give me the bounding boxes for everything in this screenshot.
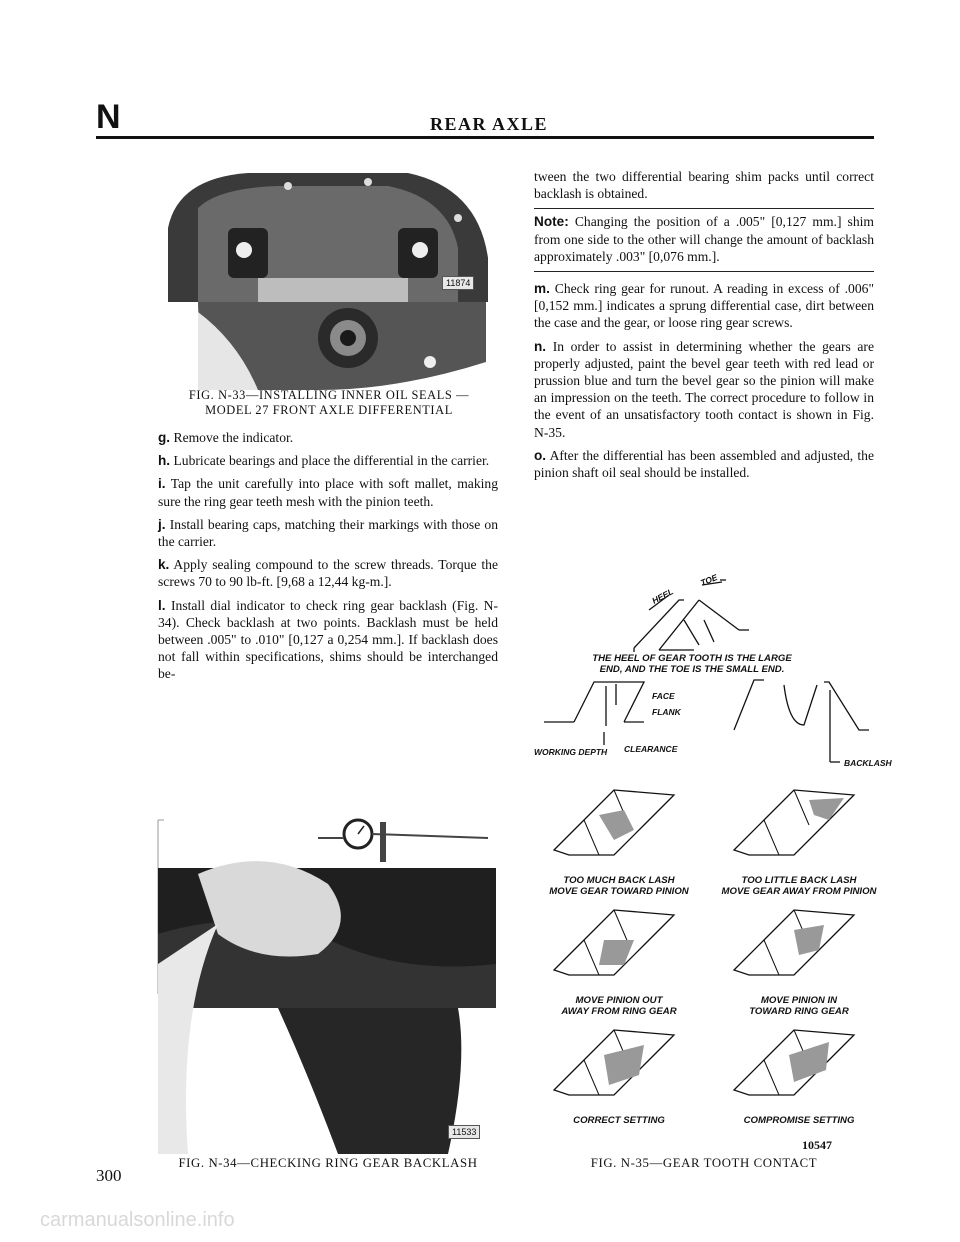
contact-pattern-correct (554, 1030, 674, 1095)
fig-n34-tag: 11533 (448, 1125, 480, 1139)
step-text: Install bearing caps, matching their markings with those on the carrier. (158, 516, 498, 550)
step-letter: l. (158, 597, 166, 613)
pattern-4-line2: TOWARD RING GEAR (749, 1006, 849, 1017)
note-label: Note: (534, 214, 569, 230)
fig-n33-caption-line1: FIG. N-33—INSTALLING INNER OIL SEALS — (188, 388, 470, 402)
fig-n34-photo (158, 814, 496, 1154)
pattern-3-line1: MOVE PINION OUT (575, 995, 663, 1006)
step-text: After the differential has been assembled and adjusted, the pinion shaft oil seal should be installed. (534, 447, 875, 481)
flank-label: FLANK (652, 707, 681, 717)
step-letter: m. (534, 281, 550, 297)
working-depth-label: WORKING DEPTH (534, 747, 608, 757)
site-watermark: carmanualsonline.info (40, 1209, 235, 1231)
step-o (534, 447, 874, 481)
step-text: Tap the unit carefully into place with soft mallet, making sure the ring gear teeth mesh with the pinion teeth. (158, 476, 498, 509)
step-i (158, 475, 498, 509)
step-n (534, 338, 874, 441)
contact-pattern-pinion-out (554, 910, 674, 975)
backlash-diagram (734, 680, 869, 762)
contact-pattern-compromise (734, 1030, 854, 1095)
fig-n35-diagram (534, 500, 892, 1150)
right-column-text (534, 168, 874, 487)
heel-toe-tooth (634, 580, 749, 652)
step-text: Remove the indicator. (173, 430, 294, 445)
fig-n33-caption-line2: MODEL 27 FRONT AXLE DIFFERENTIAL (205, 403, 453, 417)
contact-pattern-pinion-in (734, 910, 854, 975)
note-box (534, 208, 874, 272)
step-letter: n. (534, 338, 547, 354)
clearance-label: CLEARANCE (624, 744, 678, 754)
fig-n35-caption: FIG. N-35—GEAR TOOTH CONTACT (590, 1156, 818, 1170)
page-title: REAR AXLE (430, 114, 549, 134)
backlash-label: BACKLASH (844, 758, 892, 768)
step-letter: g. (158, 430, 171, 445)
fig-n33-tag: 11874 (442, 276, 474, 290)
note-text: Changing the position of a .005" [0,127 mm.] shim from one side to the other will change the amount of backlash approximately .003" [0,076 mm.]. (534, 214, 874, 264)
toe-label: TOE (699, 572, 719, 588)
pattern-1-line1: TOO MUCH BACK LASH (563, 875, 675, 886)
step-text: Apply sealing compound to the screw threads. Torque the screws 70 to 90 lb-ft. [9,68 a 12,44 kg-m.]. (158, 557, 498, 590)
pattern-3-line2: AWAY FROM RING GEAR (561, 1006, 677, 1017)
step-text: Check ring gear for runout. A reading in excess of .006" [0,152 mm.] indicates a sprung differential case, dirt between the case and the gear, or loose ring gear screws. (534, 281, 874, 331)
step-letter: i. (158, 476, 166, 492)
header-rule (96, 136, 874, 139)
pattern-6-line1: COMPROMISE SETTING (743, 1115, 855, 1126)
step-h (158, 452, 498, 469)
continuation-text: tween the two differential bearing shim packs until correct backlash is obtained. (534, 169, 874, 202)
contact-pattern-too-little-backlash (734, 790, 854, 855)
fig-n34-caption: FIG. N-34—CHECKING RING GEAR BACKLASH (178, 1156, 478, 1170)
step-k (158, 556, 498, 590)
pattern-5-line1: CORRECT SETTING (573, 1115, 665, 1126)
section-letter: N (96, 98, 121, 136)
heel-caption-line1: THE HEEL OF GEAR TOOTH IS THE LARGE (592, 653, 792, 664)
left-column-text (158, 429, 498, 689)
step-l (158, 597, 498, 683)
step-g (158, 429, 498, 446)
pattern-2-line1: TOO LITTLE BACK LASH (741, 875, 857, 886)
page-number: 300 (96, 1166, 122, 1185)
heel-caption-line2: END, AND THE TOE IS THE SMALL END. (599, 664, 785, 675)
step-letter: k. (158, 557, 170, 573)
step-letter: j. (158, 516, 166, 532)
contact-pattern-too-much-backlash (554, 790, 674, 855)
working-depth-diagram (544, 682, 644, 745)
face-label: FACE (652, 691, 675, 701)
step-m (534, 280, 874, 332)
backlash-check-illustration (158, 814, 496, 1154)
step-letter: h. (158, 453, 171, 469)
pattern-2-line2: MOVE GEAR AWAY FROM PINION (721, 886, 877, 897)
step-j (158, 516, 498, 550)
fig-n33-caption (160, 388, 498, 418)
heel-label: HEEL (650, 586, 675, 606)
step-text: In order to assist in determining whether the gears are properly adjusted, paint the bevel gear teeth with red lead or prussion blue and turn the bevel gear so the pinion will make an impression on the teeth. The correct procedure to follow in the event of an unsatisfactory tooth contact is shown in Fig. N-35. (534, 338, 874, 440)
fig-n35-number: 10547 (802, 1138, 832, 1152)
pattern-4-line1: MOVE PINION IN (760, 995, 838, 1006)
step-text: Lubricate bearings and place the differential in the carrier. (173, 453, 490, 469)
oil-seal-illustration (198, 302, 486, 390)
step-text: Install dial indicator to check ring gear backlash (Fig. N-34). Check backlash at two points. Backlash must be held between .005" to .010" [0,127 a 0,254 mm.]. If backlash does not fall within specifications, shims should be interchanged be- (158, 597, 499, 682)
pattern-1-line2: MOVE GEAR TOWARD PINION (549, 886, 689, 897)
step-letter: o. (534, 447, 547, 463)
fig-n33-photo-lower (198, 302, 486, 390)
